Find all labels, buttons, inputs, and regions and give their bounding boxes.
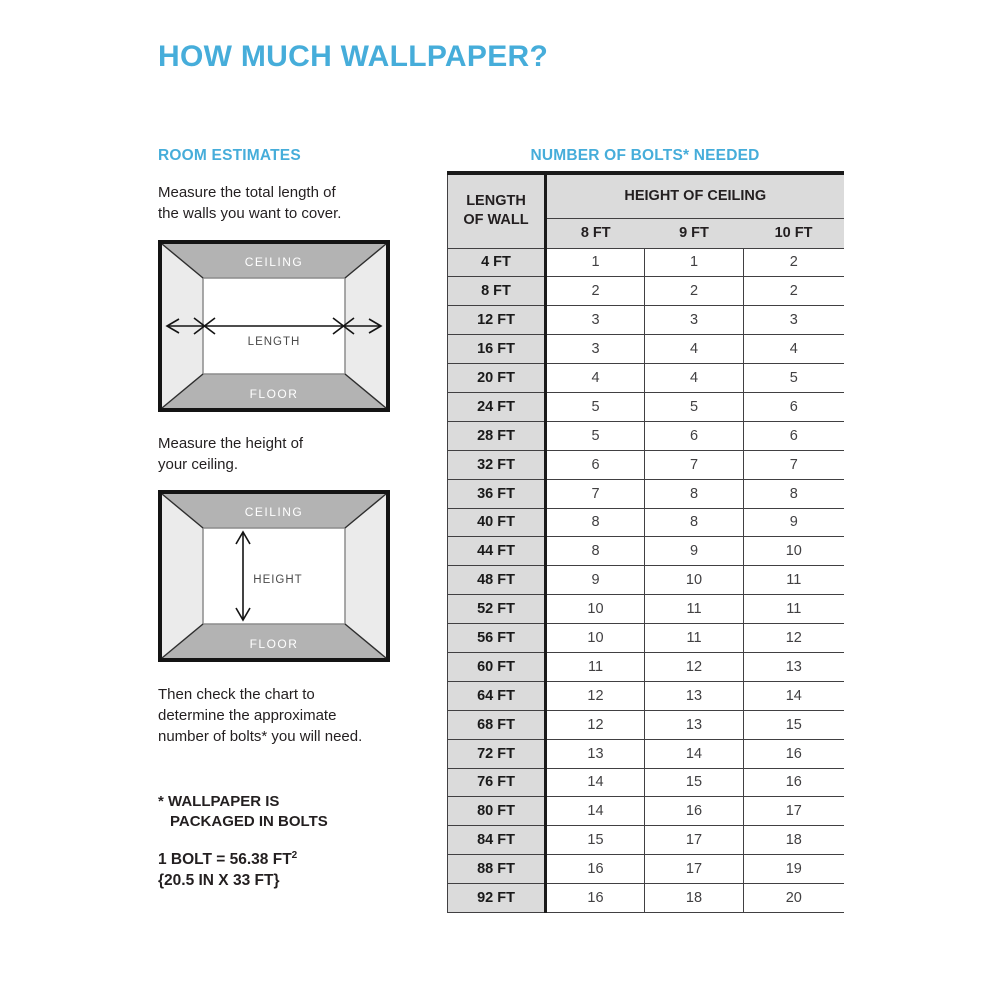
bolt-count-cell: 2: [546, 277, 645, 306]
ceiling-8ft-header: 8 FT: [546, 218, 645, 248]
bolt-count-cell: 1: [645, 248, 744, 277]
bolt-count-cell: 12: [744, 624, 844, 653]
bolt-count-cell: 13: [645, 710, 744, 739]
wallpaper-bolts-footnote: [158, 792, 328, 832]
wall-length-cell: 88 FT: [448, 855, 546, 884]
bolts-table-body: [448, 248, 844, 912]
instruction-line: Measure the height of: [158, 435, 304, 452]
wall-length-cell: 92 FT: [448, 884, 546, 913]
bolt-count-cell: 6: [546, 450, 645, 479]
ceiling-label: CEILING: [244, 255, 304, 269]
table-row: [448, 392, 844, 421]
header-line: OF WALL: [463, 212, 529, 229]
bolt-count-cell: 11: [744, 595, 844, 624]
wall-length-cell: 8 FT: [448, 277, 546, 306]
bolt-count-cell: 13: [645, 681, 744, 710]
table-row: [448, 595, 844, 624]
bolt-size-line: 1 BOLT = 56.38 $FT^2$: [158, 850, 298, 869]
table-row: [448, 306, 844, 335]
bolt-count-cell: 12: [645, 652, 744, 681]
bolt-count-cell: 4: [645, 335, 744, 364]
table-row: [448, 855, 844, 884]
bolt-count-cell: 8: [645, 508, 744, 537]
bolt-count-cell: 15: [546, 826, 645, 855]
bolt-count-cell: 16: [546, 884, 645, 913]
bolt-count-cell: 20: [744, 884, 844, 913]
ceiling-10ft-header: 10 FT: [744, 218, 844, 248]
table-row: [448, 364, 844, 393]
wall-length-cell: 72 FT: [448, 739, 546, 768]
wall-length-cell: 84 FT: [448, 826, 546, 855]
wall-length-cell: 12 FT: [448, 306, 546, 335]
bolt-count-cell: 5: [744, 364, 844, 393]
bolt-size-line: {20.5 IN X 33 FT}: [158, 872, 280, 890]
bolt-count-cell: 17: [744, 797, 844, 826]
table-row: [448, 797, 844, 826]
wall-length-cell: 36 FT: [448, 479, 546, 508]
bolt-count-cell: 16: [645, 797, 744, 826]
floor-label: FLOOR: [249, 387, 299, 401]
wall-length-cell: 76 FT: [448, 768, 546, 797]
wall-length-cell: 52 FT: [448, 595, 546, 624]
table-row: [448, 681, 844, 710]
floor-label: FLOOR: [249, 637, 299, 651]
bolt-count-cell: 9: [744, 508, 844, 537]
bolt-count-cell: 18: [744, 826, 844, 855]
room-length-diagram: [158, 240, 390, 412]
bolt-count-cell: 7: [645, 450, 744, 479]
table-row: [448, 624, 844, 653]
bolt-count-cell: 4: [546, 364, 645, 393]
bolt-count-cell: 8: [645, 479, 744, 508]
instruction-line: determine the approximate: [158, 707, 337, 724]
table-row: [448, 450, 844, 479]
bolt-count-cell: 13: [546, 739, 645, 768]
length-measure-label: LENGTH: [247, 336, 301, 348]
room-estimates-heading: ROOM ESTIMATES: [158, 147, 301, 164]
bolt-count-cell: 7: [546, 479, 645, 508]
table-row: [448, 537, 844, 566]
height-measure-label: HEIGHT: [253, 574, 303, 586]
bolt-count-cell: 14: [744, 681, 844, 710]
bolt-count-cell: 5: [546, 421, 645, 450]
page-title: HOW MUCH WALLPAPER?: [158, 40, 549, 73]
table-row: [448, 768, 844, 797]
bolt-count-cell: 14: [546, 797, 645, 826]
instruction-measure-length: [158, 182, 341, 224]
bolt-count-cell: 1: [546, 248, 645, 277]
room-height-diagram: [158, 490, 390, 662]
bolt-count-cell: 8: [744, 479, 844, 508]
bolt-count-cell: 17: [645, 826, 744, 855]
bolt-count-cell: 16: [744, 768, 844, 797]
bolt-count-cell: 10: [546, 624, 645, 653]
wall-length-cell: 24 FT: [448, 392, 546, 421]
ceiling-9ft-header: 9 FT: [645, 218, 744, 248]
bolt-count-cell: 3: [546, 335, 645, 364]
bolts-table: [447, 171, 844, 913]
footnote-line: PACKAGED IN BOLTS: [170, 813, 328, 830]
table-row: [448, 710, 844, 739]
bolt-count-cell: 9: [546, 566, 645, 595]
bolt-count-cell: 2: [744, 277, 844, 306]
bolt-count-cell: 19: [744, 855, 844, 884]
wall-length-cell: 4 FT: [448, 248, 546, 277]
table-row: [448, 508, 844, 537]
footnote-line: * WALLPAPER IS: [158, 793, 280, 810]
bolt-count-cell: 16: [546, 855, 645, 884]
bolts-needed-heading: NUMBER OF BOLTS* NEEDED: [530, 147, 760, 164]
instruction-line: Measure the total length of: [158, 184, 336, 201]
table-row: [448, 479, 844, 508]
wall-length-cell: 48 FT: [448, 566, 546, 595]
bolt-count-cell: 10: [546, 595, 645, 624]
bolt-count-cell: 10: [744, 537, 844, 566]
bolt-count-cell: 13: [744, 652, 844, 681]
height-of-ceiling-header: HEIGHT OF CEILING: [546, 173, 844, 218]
bolt-count-cell: 4: [645, 364, 744, 393]
instruction-check-chart: [158, 684, 362, 747]
bolt-count-cell: 6: [645, 421, 744, 450]
bolt-count-cell: 14: [645, 739, 744, 768]
table-row: [448, 884, 844, 913]
bolt-count-cell: 7: [744, 450, 844, 479]
bolt-count-cell: 3: [744, 306, 844, 335]
wall-length-cell: 32 FT: [448, 450, 546, 479]
superscript-2: 2: [291, 850, 298, 861]
wall-length-cell: 68 FT: [448, 710, 546, 739]
bolt-count-cell: 8: [546, 508, 645, 537]
bolt-size-note: [158, 845, 297, 891]
bolt-count-cell: 15: [645, 768, 744, 797]
bolt-count-cell: 10: [645, 566, 744, 595]
bolt-count-cell: 2: [744, 248, 844, 277]
bolt-count-cell: 17: [645, 855, 744, 884]
bolt-count-cell: 18: [645, 884, 744, 913]
bolt-count-cell: 11: [645, 624, 744, 653]
instruction-line: number of bolts* you will need.: [158, 728, 363, 745]
bolt-count-cell: 3: [645, 306, 744, 335]
bolt-count-cell: 12: [546, 710, 645, 739]
table-row: [448, 652, 844, 681]
table-row: [448, 277, 844, 306]
table-row: [448, 566, 844, 595]
bolt-count-cell: 11: [744, 566, 844, 595]
wall-length-cell: 44 FT: [448, 537, 546, 566]
wall-length-cell: 80 FT: [448, 797, 546, 826]
wall-length-cell: 40 FT: [448, 508, 546, 537]
wall-length-cell: 20 FT: [448, 364, 546, 393]
bolt-count-cell: 6: [744, 392, 844, 421]
table-header-row: [448, 173, 844, 218]
table-row: [448, 739, 844, 768]
instruction-line: Then check the chart to: [158, 686, 315, 703]
length-of-wall-header: [448, 173, 546, 248]
bolt-count-cell: 9: [645, 537, 744, 566]
table-row: [448, 826, 844, 855]
bolt-count-cell: 3: [546, 306, 645, 335]
table-row: [448, 248, 844, 277]
wall-length-cell: 64 FT: [448, 681, 546, 710]
bolt-count-cell: 4: [744, 335, 844, 364]
bolt-count-cell: 11: [546, 652, 645, 681]
bolt-count-cell: 8: [546, 537, 645, 566]
bolt-count-cell: 5: [546, 392, 645, 421]
bolt-count-cell: 12: [546, 681, 645, 710]
wall-length-cell: 28 FT: [448, 421, 546, 450]
bolt-count-cell: 15: [744, 710, 844, 739]
table-row: [448, 421, 844, 450]
bolt-count-cell: 11: [645, 595, 744, 624]
header-line: LENGTH: [466, 193, 526, 210]
instruction-line: your ceiling.: [158, 456, 239, 473]
bolt-count-cell: 16: [744, 739, 844, 768]
bolt-count-cell: 2: [645, 277, 744, 306]
bolt-count-cell: 14: [546, 768, 645, 797]
ceiling-label: CEILING: [244, 505, 304, 519]
table-row: [448, 335, 844, 364]
wall-length-cell: 56 FT: [448, 624, 546, 653]
instruction-measure-height: [158, 433, 303, 475]
wall-length-cell: 16 FT: [448, 335, 546, 364]
wall-length-cell: 60 FT: [448, 652, 546, 681]
bolt-count-cell: 5: [645, 392, 744, 421]
bolt-count-cell: 6: [744, 421, 844, 450]
instruction-line: the walls you want to cover.: [158, 205, 342, 222]
